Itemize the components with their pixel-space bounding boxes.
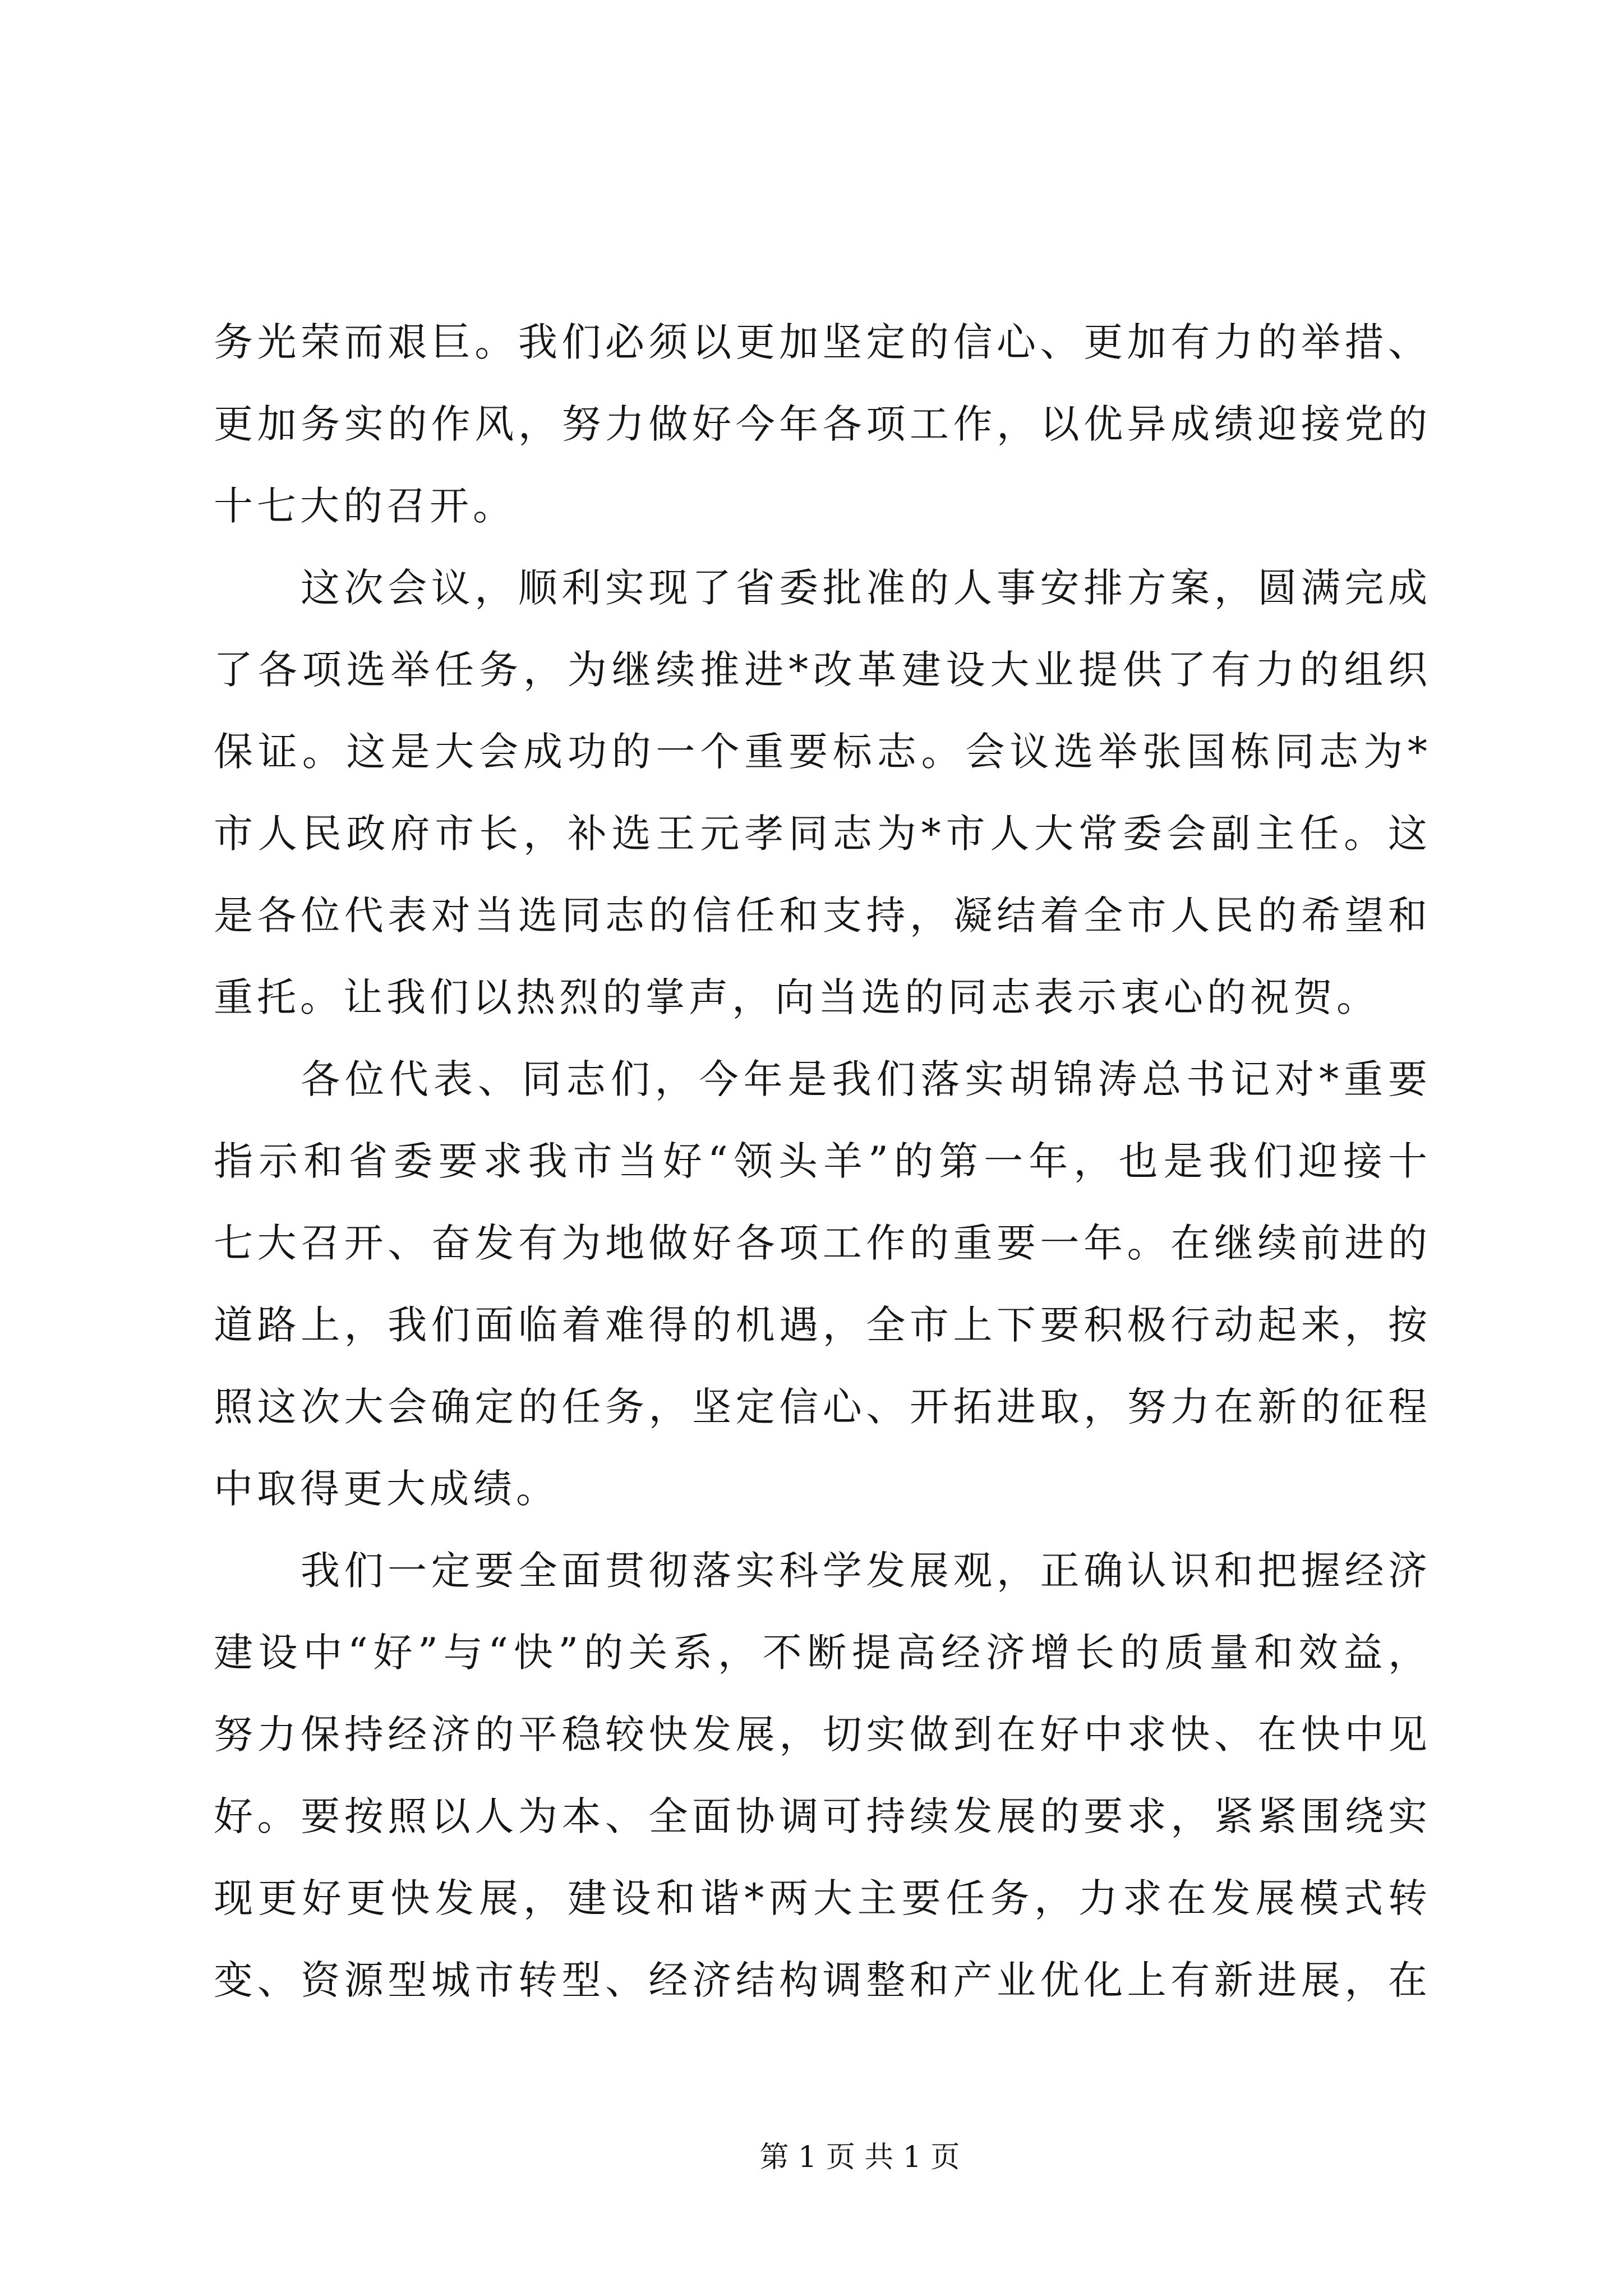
text-line: 努力保持经济的平稳较快发展，切实做到在好中求快、在快中见 bbox=[214, 1711, 1431, 1757]
paragraph-4 bbox=[214, 1530, 1431, 2021]
text-line: 这次会议，顺利实现了省委批准的人事安排方案，圆满完成 bbox=[301, 565, 1431, 611]
text-line: 我们一定要全面贯彻落实科学发展观，正确认识和把握经济 bbox=[301, 1548, 1431, 1594]
text-line: 好。要按照以人为本、全面协调可持续发展的要求，紧紧围绕实 bbox=[214, 1793, 1431, 1839]
text-line: 中取得更大成绩。 bbox=[214, 1466, 559, 1512]
text-line: 道路上，我们面临着难得的机遇，全市上下要积极行动起来，按 bbox=[214, 1302, 1431, 1348]
text-line: 七大召开、奋发有为地做好各项工作的重要一年。在继续前进的 bbox=[214, 1220, 1431, 1266]
text-line: 了各项选举任务，为继续推进*改革建设大业提供了有力的组织 bbox=[214, 647, 1431, 693]
text-line: 照这次大会确定的任务，坚定信心、开拓进取，努力在新的征程 bbox=[214, 1384, 1431, 1430]
text-line: 变、资源型城市转型、经济结构调整和产业优化上有新进展，在 bbox=[214, 1957, 1431, 2003]
text-line: 务光荣而艰巨。我们必须以更加坚定的信心、更加有力的举措、 bbox=[214, 319, 1431, 365]
text-line: 保证。这是大会成功的一个重要标志。会议选举张国栋同志为* bbox=[214, 729, 1431, 775]
paragraph-3 bbox=[214, 1038, 1431, 1530]
page-number-footer: 第 1 页 共 1 页 bbox=[759, 2141, 960, 2174]
text-line: 市人民政府市长，补选王元孝同志为*市人大常委会副主任。这 bbox=[214, 811, 1431, 857]
text-line: 重托。让我们以热烈的掌声，向当选的同志表示衷心的祝贺。 bbox=[214, 974, 1380, 1020]
text-line: 指示和省委要求我市当好“领头羊”的第一年，也是我们迎接十 bbox=[214, 1138, 1431, 1184]
paragraph-1 bbox=[214, 301, 1431, 547]
paragraph-2 bbox=[214, 547, 1431, 1038]
text-line: 十七大的召开。 bbox=[214, 483, 516, 529]
text-line: 更加务实的作风，努力做好今年各项工作，以优异成绩迎接党的 bbox=[214, 401, 1431, 447]
text-line: 现更好更快发展，建设和谐*两大主要任务，力求在发展模式转 bbox=[214, 1875, 1431, 1921]
text-line: 各位代表、同志们，今年是我们落实胡锦涛总书记对*重要 bbox=[301, 1056, 1431, 1102]
text-line: 是各位代表对当选同志的信任和支持，凝结着全市人民的希望和 bbox=[214, 892, 1431, 938]
document-body bbox=[214, 301, 1431, 2021]
text-line: 建设中“好”与“快”的关系，不断提高经济增长的质量和效益， bbox=[214, 1630, 1431, 1676]
